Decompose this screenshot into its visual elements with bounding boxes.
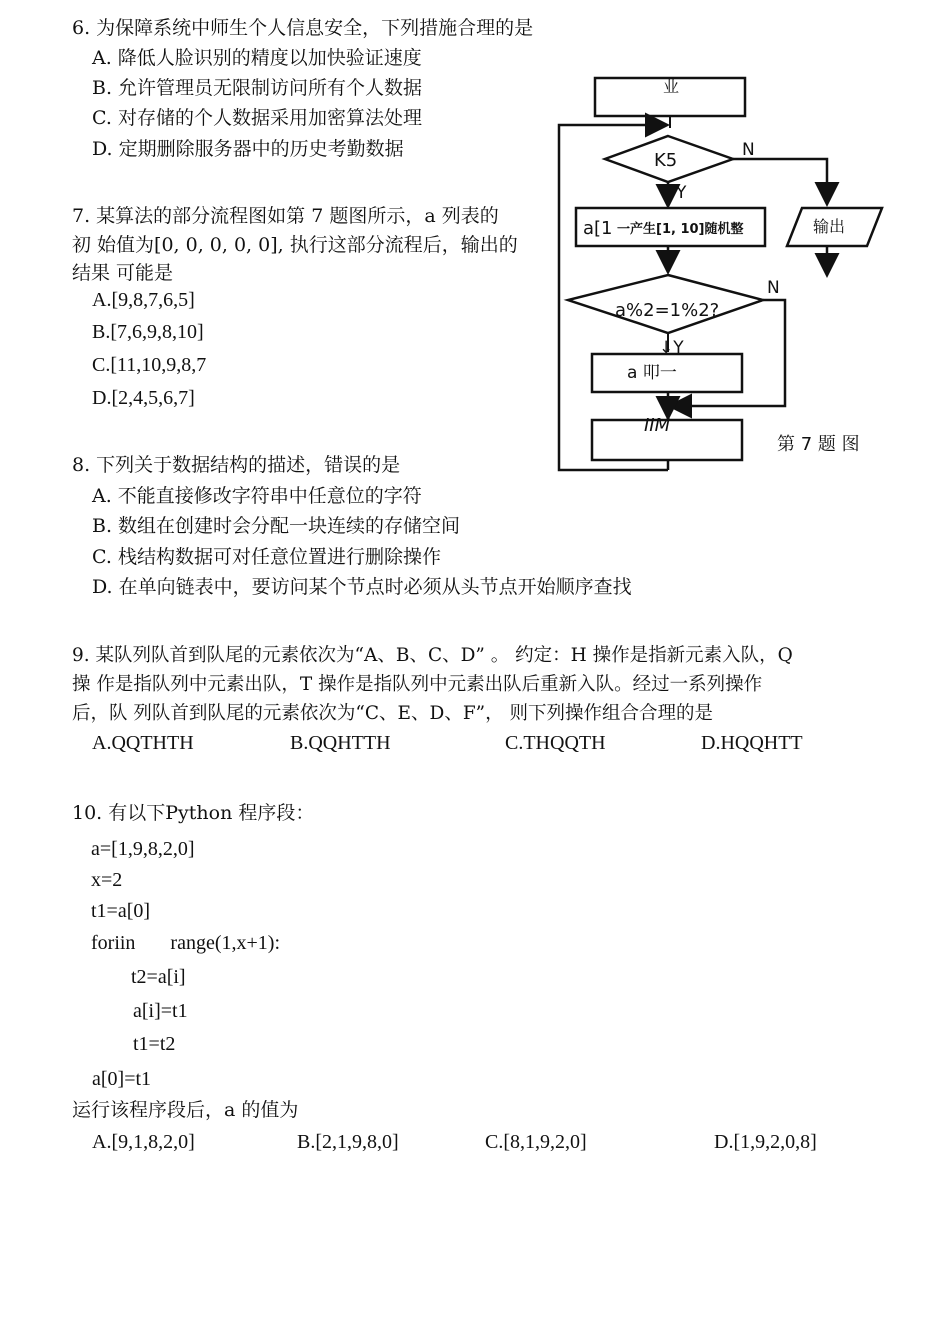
flow-condition-parity-label: a%2=1%2? <box>615 300 720 321</box>
q10-option-b: B.[2,1,9,8,0] <box>297 1131 399 1153</box>
q7-flowchart <box>555 70 895 485</box>
q6-option-c: C. 对存储的个人数据采用加密算法处理 <box>92 107 422 129</box>
q10-code-line-5: t2=a[i] <box>131 966 186 988</box>
q6-option-a: A. 降低人脸识别的精度以加快验证速度 <box>92 47 422 69</box>
q7-stem-line1: 7. 某算法的部分流程图如第 7 题图所示，a 列表的 <box>72 205 499 227</box>
q10-code-line-3: t1=a[0] <box>91 900 151 922</box>
flow-step-label: a 叩一 <box>627 363 677 383</box>
flow-assign-prefix: a[1 <box>583 218 613 239</box>
q7-stem-line2: 初 始值为[0, 0, 0, 0, 0], 执行这部分流程后，输出的 <box>72 234 518 256</box>
q9-stem-line2: 操 作是指队列中元素出队，T 操作是指队列中元素出队后重新入队。经过一系列操作 <box>72 674 763 695</box>
q9-stem-line1: 9. 某队列队首到队尾的元素依次为“A、B、C、D” 。 约定：H 操作是指新元素入队，Q <box>72 645 793 666</box>
q10-code-line-7: t1=t2 <box>133 1033 176 1055</box>
q8-option-d: D. 在单向链表中，要访问某个节点时必须从头节点开始顺序查找 <box>92 576 632 598</box>
flow-condition-k5-label: K5 <box>654 150 678 171</box>
q8-option-a: A. 不能直接修改字符串中任意位的字符 <box>92 485 422 507</box>
q10-option-a: A.[9,1,8,2,0] <box>92 1131 195 1153</box>
flow-no-label-2: N <box>767 278 780 298</box>
flow-top-box-label: 业 <box>663 77 680 96</box>
q10-option-c: C.[8,1,9,2,0] <box>485 1131 587 1153</box>
q10-code-line-1: a=[1,9,8,2,0] <box>91 838 195 860</box>
flow-bottom-box-label: IIM <box>644 415 671 436</box>
q7-option-b: B.[7,6,9,8,10] <box>92 321 204 343</box>
q7-option-c: C.[11,10,9,8,7 <box>92 354 207 376</box>
flow-output-label: 输出 <box>813 217 846 236</box>
q9-option-b: B.QQHTTH <box>290 732 391 754</box>
q10-option-d: D.[1,9,2,0,8] <box>714 1131 817 1153</box>
flow-yes-label-2: ↓Y <box>659 338 684 358</box>
flow-caption: 第 7 题 图 <box>777 434 860 455</box>
flow-no-label-1: N <box>742 140 755 160</box>
q8-stem: 8. 下列关于数据结构的描述，错误的是 <box>72 454 401 476</box>
q9-stem-line3: 后，队 列队首到队尾的元素依次为“C、E、D、F”， 则下列操作组合合理的是 <box>72 703 714 724</box>
q8-option-b: B. 数组在创建时会分配一块连续的存储空间 <box>92 515 461 537</box>
q10-code-line-4: foriin range(1,x+1): <box>91 932 281 954</box>
q9-option-d: D.HQQHTT <box>701 732 803 754</box>
q6-option-d: D. 定期删除服务器中的历史考勤数据 <box>92 138 404 160</box>
q9-option-a: A.QQTHTH <box>92 732 194 754</box>
q6-stem: 6. 为保障系统中师生个人信息安全，下列措施合理的是 <box>72 17 534 39</box>
q8-option-c: C. 栈结构数据可对任意位置进行删除操作 <box>92 546 441 568</box>
q9-option-c: C.THQQTH <box>505 732 606 754</box>
q10-stem: 10. 有以下Python 程序段： <box>72 802 315 824</box>
q10-code-line-2: x=2 <box>91 869 123 891</box>
flow-assign-text: 一产生[1, 10]随机整 <box>617 222 744 237</box>
q6-option-b: B. 允许管理员无限制访问所有个人数据 <box>92 77 423 99</box>
q10-question: 运行该程序段后，a 的值为 <box>72 1099 299 1121</box>
q10-code-line-8: a[0]=t1 <box>92 1068 152 1090</box>
q7-stem-line3: 结果 可能是 <box>72 262 174 284</box>
q7-option-d: D.[2,4,5,6,7] <box>92 387 195 409</box>
q10-code-line-6: a[i]=t1 <box>133 1000 188 1022</box>
flow-yes-label-1: Y <box>676 183 687 203</box>
q7-option-a: A.[9,8,7,6,5] <box>92 289 195 311</box>
